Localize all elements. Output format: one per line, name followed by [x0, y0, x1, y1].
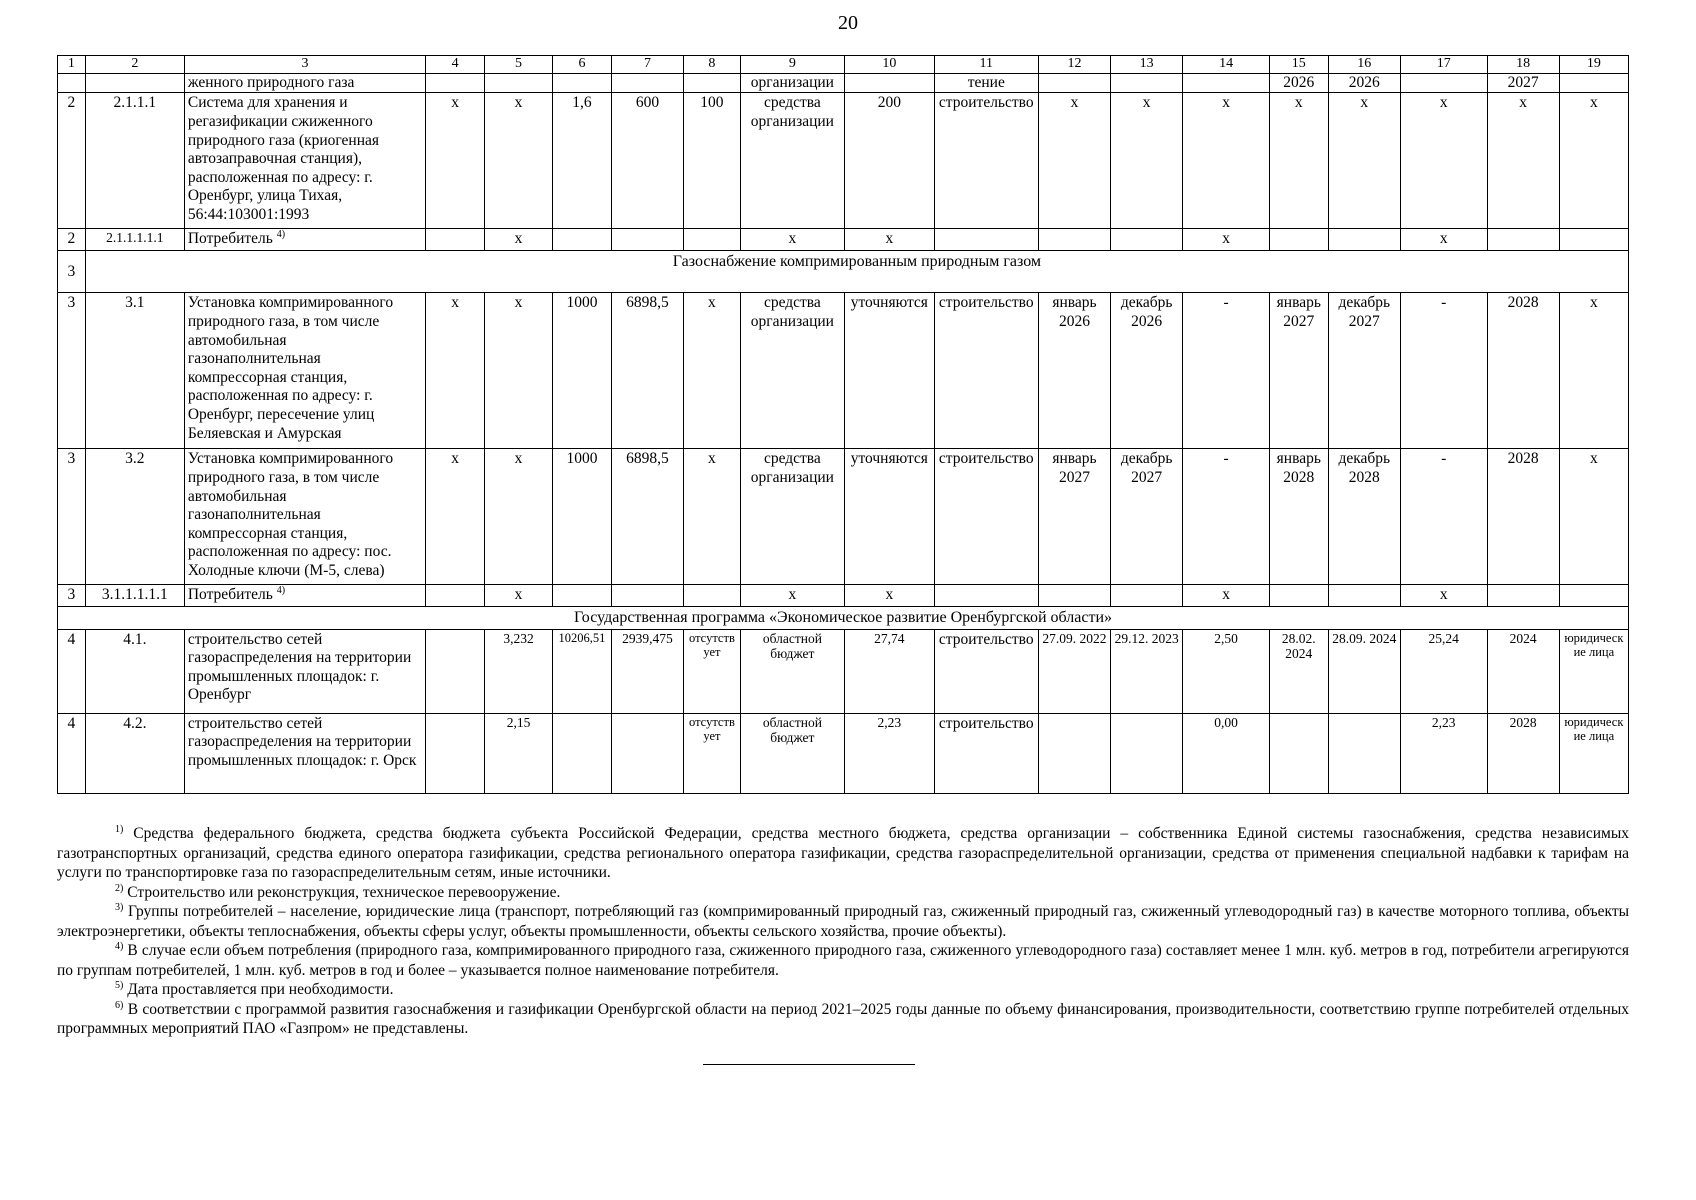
cell-value: -: [1183, 449, 1270, 585]
cell-start: 27.09. 2022: [1038, 629, 1110, 713]
column-number: 5: [485, 56, 553, 74]
cell-value: x: [1038, 93, 1110, 229]
column-number: 11: [934, 56, 1038, 74]
cell-value: x: [684, 293, 741, 449]
column-number: 1: [58, 56, 86, 74]
cell-source: организации: [740, 73, 844, 93]
footnote-mark: 1): [115, 823, 124, 835]
cell-type: строительство: [934, 629, 1038, 713]
table-row: [58, 449, 1629, 585]
cell-value: 2,15: [485, 713, 553, 793]
column-number: 3: [184, 56, 425, 74]
cell-value: x: [1183, 229, 1270, 251]
cell-value: x: [1269, 93, 1328, 229]
cell-start: январь 2027: [1038, 449, 1110, 585]
cell-type: строительство: [934, 93, 1038, 229]
table-row: [58, 629, 1629, 713]
cell-name: Установка компримированного природного газа, в том числе автомобильная газонаполнительная компрессорная станция, расположенная по адресу: пос. Холодные ключи (М-5, слева): [184, 449, 425, 585]
program-row: [58, 607, 1629, 629]
cell-source: средства организации: [740, 293, 844, 449]
column-number: 14: [1183, 56, 1270, 74]
cell-value: 2,23: [1400, 713, 1487, 793]
footnote-mark: 6): [115, 999, 124, 1011]
cell-value: уточняются: [844, 293, 934, 449]
cell-code: 2.1.1.1: [85, 93, 184, 229]
cell-code: 2.1.1.1.1.1: [85, 229, 184, 251]
cell-section: 4: [58, 629, 86, 713]
cell-value: 0,00: [1183, 713, 1270, 793]
cell-name: Система для хранения и регазификации сжиженного природного газа (криогенная автозаправочная станция), расположенная по адресу: г. Оренбург, улица Тихая, 56:44:103001:1993: [184, 93, 425, 229]
table-row-consumer: [58, 229, 1629, 251]
cell-value: -: [1400, 293, 1487, 449]
cell-value: x: [844, 229, 934, 251]
cell-year: 2028: [1487, 293, 1559, 449]
cell-value: 25,24: [1400, 629, 1487, 713]
column-number: 6: [553, 56, 612, 74]
cell-value: x: [1400, 93, 1487, 229]
table-row-consumer: [58, 585, 1629, 607]
cell-section: 3: [58, 449, 86, 585]
program-title: Государственная программа «Экономическое развитие Оренбургской области»: [58, 607, 1629, 629]
cell-start: январь 2027: [1269, 293, 1328, 449]
cell-value: x: [426, 449, 485, 585]
cell-code: 3.1: [85, 293, 184, 449]
cell-value: x: [426, 293, 485, 449]
page-number: 20: [838, 12, 858, 34]
cell-value: x: [426, 93, 485, 229]
cell-section: 4: [58, 713, 86, 793]
cell-value: x: [1400, 585, 1487, 607]
cell-name: Установка компримированного природного газа, в том числе автомобильная газонаполнительная компрессорная станция, расположенная по адресу: г. Оренбург, пересечение улиц Беляевская и Амурская: [184, 293, 425, 449]
cell-value: 2,23: [844, 713, 934, 793]
table-row-continuation: [58, 73, 1629, 93]
cell-name: [184, 585, 425, 607]
cell-value: 2,50: [1183, 629, 1270, 713]
cell-source: областной бюджет: [740, 629, 844, 713]
cell-value: x: [1183, 585, 1270, 607]
cell-value: 600: [611, 93, 683, 229]
footnote-mark: 4): [115, 940, 124, 952]
column-number: 4: [426, 56, 485, 74]
cell-start: 28.02. 2024: [1269, 629, 1328, 713]
footnote-text: Дата проставляется при необходимости.: [127, 981, 394, 998]
cell-section: 2: [58, 93, 86, 229]
cell-year: 2028: [1487, 713, 1559, 793]
cell-name: строительство сетей газораспределения на территории промышленных площадок: г. Орск: [184, 713, 425, 793]
cell-start: 2026: [1269, 73, 1328, 93]
cell-value: 1000: [553, 293, 612, 449]
cell-end: 28.09. 2024: [1328, 629, 1400, 713]
cell-value: уточняются: [844, 449, 934, 585]
cell-value: юридические лица: [1559, 713, 1628, 793]
cell-value: x: [485, 449, 553, 585]
cell-section: 3: [58, 585, 86, 607]
cell-section: 3: [58, 293, 86, 449]
cell-section: 3: [58, 251, 86, 293]
cell-type: тение: [934, 73, 1038, 93]
footnote-text: Строительство или реконструкция, техническое перевооружение.: [127, 883, 561, 901]
cell-name: женного природного газа: [184, 73, 425, 93]
footnote: [57, 902, 1629, 941]
table-row: [58, 713, 1629, 793]
column-number: 19: [1559, 56, 1628, 74]
cell-year: 2024: [1487, 629, 1559, 713]
cell-source: средства организации: [740, 93, 844, 229]
cell-value: x: [1328, 93, 1400, 229]
section-row: [58, 251, 1629, 293]
footnote: [57, 824, 1629, 883]
cell-value: x: [485, 229, 553, 251]
cell-value: 27,74: [844, 629, 934, 713]
cell-value: -: [1400, 449, 1487, 585]
column-number: 13: [1111, 56, 1183, 74]
footnotes: [57, 824, 1629, 1039]
table-row: [58, 293, 1629, 449]
footnote-mark: 3): [115, 901, 124, 913]
end-rule: [703, 1064, 915, 1065]
footnote-mark: 4): [276, 585, 286, 597]
program-table: [57, 55, 1629, 794]
cell-end: декабрь 2027: [1328, 293, 1400, 449]
cell-value: x: [1559, 93, 1628, 229]
cell-end: 2026: [1328, 73, 1400, 93]
consumer-label: Потребитель: [187, 586, 273, 604]
cell-source: средства организации: [740, 449, 844, 585]
cell-name: [184, 229, 425, 251]
cell-code: 3.1.1.1.1.1: [85, 585, 184, 607]
cell-value: x: [1559, 449, 1628, 585]
cell-value: 1,6: [553, 93, 612, 229]
column-number: 17: [1400, 56, 1487, 74]
cell-value: x: [1487, 93, 1559, 229]
cell-value: 1000: [553, 449, 612, 585]
cell-end: 29.12. 2023: [1111, 629, 1183, 713]
cell-code: 4.1.: [85, 629, 184, 713]
cell-code: 3.2: [85, 449, 184, 585]
footnote-text: В случае если объем потребления (природного газа, компримированного природного газа, сжиженного природного газа, сжиженного углеводородного газа) составляет менее 1 млн. куб. метров в год, потребители агрегируются по группам потребителей, 1 млн. куб. метров в год и более – указывается полное наименование потребителя.: [57, 942, 1629, 979]
column-number: 18: [1487, 56, 1559, 74]
table-header-row: [58, 56, 1629, 74]
cell-value: x: [1559, 293, 1628, 449]
cell-start: январь 2026: [1038, 293, 1110, 449]
cell-value: отсутствует: [684, 713, 741, 793]
cell-type: строительство: [934, 713, 1038, 793]
footnote-mark: 5): [115, 979, 124, 991]
cell-value: 200: [844, 93, 934, 229]
cell-year: 2027: [1487, 73, 1559, 93]
footnote: [57, 941, 1629, 980]
cell-value: x: [1400, 229, 1487, 251]
column-number: 7: [611, 56, 683, 74]
column-number: 16: [1328, 56, 1400, 74]
column-number: 15: [1269, 56, 1328, 74]
table-row: [58, 93, 1629, 229]
cell-code: 4.2.: [85, 713, 184, 793]
cell-value: x: [684, 449, 741, 585]
cell-section: 2: [58, 229, 86, 251]
column-number: 12: [1038, 56, 1110, 74]
cell-end: декабрь 2027: [1111, 449, 1183, 585]
column-number: 9: [740, 56, 844, 74]
cell-value: x: [740, 585, 844, 607]
footnote-text: В соответствии с программой развития газоснабжения и газификации Оренбургской области на период 2021–2025 годы данные по объему финансирования, производительности, соответствию группе потребителей отдельных программных мероприятий ПАО «Газпром» не представлены.: [57, 1000, 1630, 1037]
cell-value: x: [485, 293, 553, 449]
cell-value: x: [844, 585, 934, 607]
cell-value: 100: [684, 93, 741, 229]
cell-value: юридические лица: [1559, 629, 1628, 713]
cell-value: 2939,475: [611, 629, 683, 713]
cell-value: x: [1111, 93, 1183, 229]
cell-value: -: [1183, 293, 1270, 449]
cell-year: 2028: [1487, 449, 1559, 585]
column-number: 10: [844, 56, 934, 74]
footnote-mark: 4): [276, 229, 286, 241]
cell-type: строительство: [934, 293, 1038, 449]
cell-type: строительство: [934, 449, 1038, 585]
footnote: [57, 1000, 1629, 1039]
cell-value: 6898,5: [611, 449, 683, 585]
column-number: 2: [85, 56, 184, 74]
cell-value: x: [1183, 93, 1270, 229]
cell-start: январь 2028: [1269, 449, 1328, 585]
footnote-text: Средства федерального бюджета, средства бюджета субъекта Российской Федерации, средства местного бюджета, средства организации – собственника Единой системы газоснабжения, средства независимых газотранспортных организаций, средства единого оператора газификации, средства регионального оператора газификации, средства газораспределительной организации, средства от применения специальной надбавки к тарифам на услуги по транспортировке газа по газораспределительным сетям, иные источники.: [57, 825, 1630, 881]
footnote: [57, 980, 1629, 1000]
cell-value: x: [485, 93, 553, 229]
section-title: Газоснабжение компримированным природным газом: [85, 251, 1628, 293]
cell-value: x: [485, 585, 553, 607]
cell-value: 10206,51: [553, 629, 612, 713]
cell-value: отсутствует: [684, 629, 741, 713]
cell-source: областной бюджет: [740, 713, 844, 793]
footnote-mark: 2): [115, 882, 124, 894]
consumer-label: Потребитель: [187, 230, 273, 248]
cell-end: декабрь 2028: [1328, 449, 1400, 585]
footnote: [57, 883, 1629, 903]
cell-name: строительство сетей газораспределения на территории промышленных площадок: г. Оренбург: [184, 629, 425, 713]
cell-value: x: [740, 229, 844, 251]
column-number: 8: [684, 56, 741, 74]
cell-value: 3,232: [485, 629, 553, 713]
cell-end: декабрь 2026: [1111, 293, 1183, 449]
cell-value: 6898,5: [611, 293, 683, 449]
footnote-text: Группы потребителей – население, юридические лица (транспорт, потребляющий газ (компримированный природный газ, сжиженный природный газ, сжиженный углеводородный газ) в качестве моторного топлива, объекты электроэнергетики, объекты теплоснабжения, объекты сферы услуг, объекты промышленности, объекты сельского хозяйства, прочие объекты).: [57, 903, 1630, 940]
